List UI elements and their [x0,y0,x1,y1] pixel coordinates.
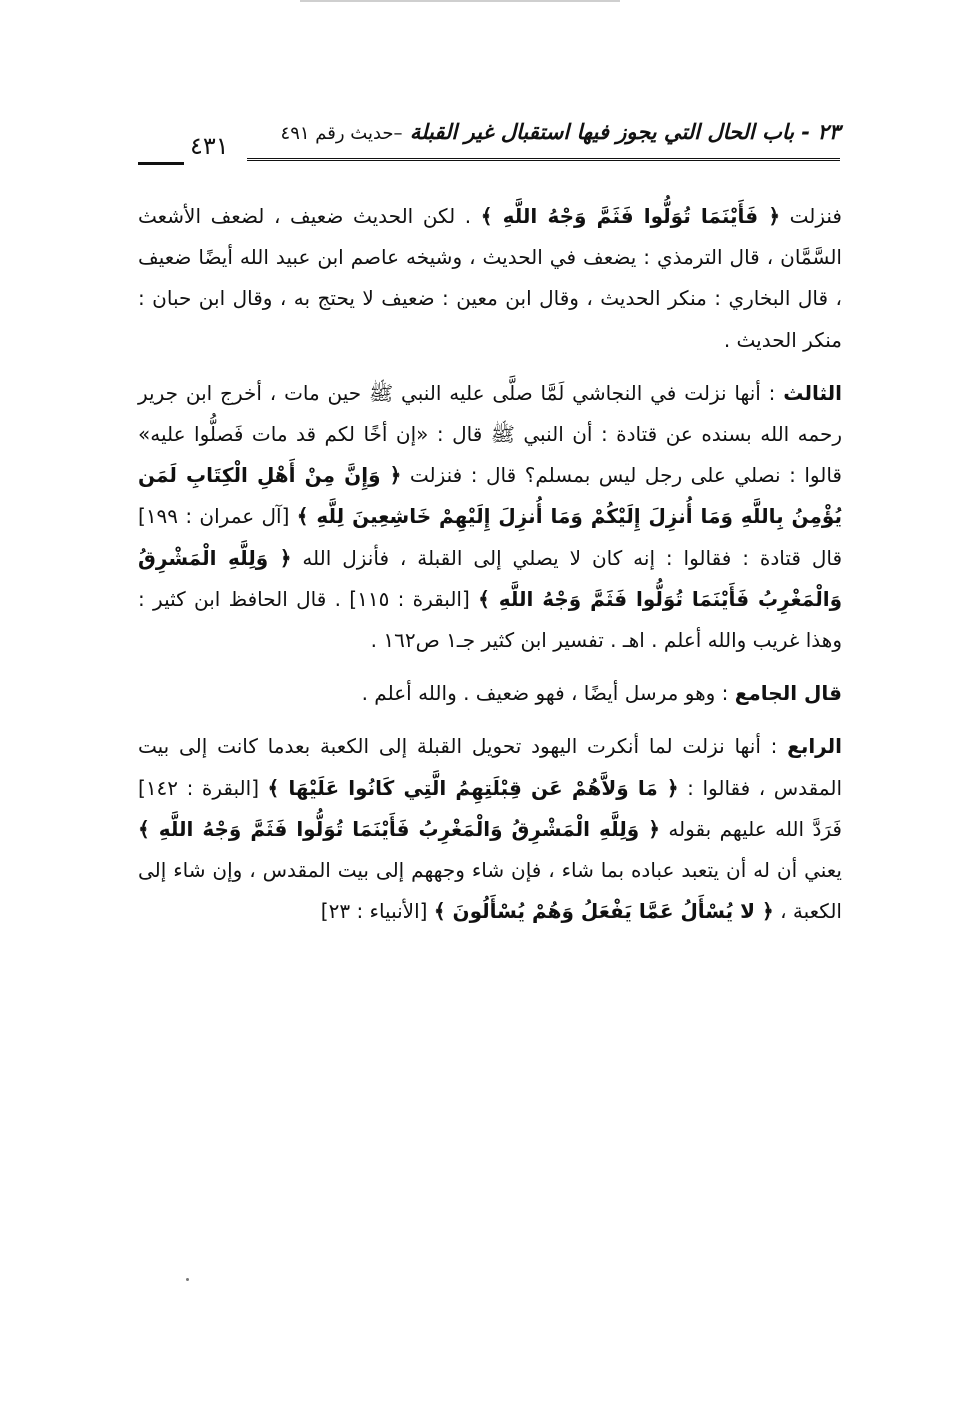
paragraph-lead: الثالث [783,380,842,405]
running-header [138,120,840,172]
quran-verse: ﴿ وَلِلَّهِ الْمَشْرِقُ وَالْمَغْرِبُ فَأَيْنَمَا تُوَلُّوا فَثَمَّ وَجْهُ اللَّهِ ﴾ [138,816,660,841]
chapter-title [281,120,840,144]
page-number: ٤٣١ [190,132,229,160]
paragraph-2 [138,373,842,661]
header-double-rule [247,158,840,161]
quran-verse: ﴿ وَإِنَّ مِنْ أَهْلِ الْكِتَابِ لَمَن يُؤْمِنُ بِاللَّهِ وَمَا أُنزِلَ إِلَيْكُمْ وَمَا أُنزِلَ إِلَيْهِمْ خَاشِعِينَ لِلَّهِ ﴾ [138,463,842,529]
hadith-reference: –حديث رقم ٤٩١ [280,123,403,144]
text-segment: [آل عمران : ١٩٩] قال قتادة : فقالوا : إنه كان لا يصلي إلى القبلة ، فأنزل الله [138,504,843,570]
text-segment: : أنها نزلت لما أنكرت اليهود تحويل القبلة إلى الكعبة بعدما كانت إلى بيت المقدس ، فقالوا : [138,734,842,800]
chapter-title-text: ٢٣ - باب الحال التي يجوز فيها استقبال غير القبلة [409,120,840,144]
text-segment: يعني أن له أن يتعبد عباده بما شاء ، فإن شاء وجههم إلى بيت المقدس ، وإن شاء إلى الكعبة ، [138,858,842,924]
text-segment: فنزلت [780,204,842,228]
paragraph-lead: قال الجامع [734,681,842,706]
quran-verse: ﴿ مَا وَلاَّهُمْ عَن قِبْلَتِهِمُ الَّتِي كَانُوا عَلَيْهَا ﴾ [267,775,679,800]
page-number-rule [138,162,184,165]
quran-verse: ﴿ لا يُسْأَلُ عَمَّا يَفْعَلُ وَهُمْ يُسْأَلُونَ ﴾ [433,899,774,924]
quran-verse: ﴿ وَلِلَّهِ الْمَشْرِقُ وَالْمَغْرِبُ فَأَيْنَمَا تُوَلُّوا فَثَمَّ وَجْهُ اللَّهِ ﴾ [138,545,842,611]
paragraph-3 [138,673,842,714]
page-body [138,196,842,932]
paragraph-1 [138,196,842,361]
margin-speck [186,1278,189,1281]
text-segment: [الأنبياء : ٢٣] [320,899,434,924]
quran-verse: ﴿ فَأَيْنَمَا تُوَلُّوا فَثَمَّ وَجْهُ اللَّهِ ﴾ [480,204,781,228]
text-segment: : وهو مرسل أيضًا ، فهو ضعيف . والله أعلم . [361,681,735,706]
paragraph-lead: الرابع [787,734,842,759]
text-segment: . لكن الحديث ضعيف ، لضعف الأشعث السَّمَّان ، قال الترمذي : يضعف في الحديث ، وشيخه عاصم ابن عبيد الله أيضًا ضعيف ، قال البخاري : منكر الحديث ، وقال ابن معين : ضعيف لا يحتج به ، وقال ابن حبان : منكر الحديث . [138,204,842,352]
paragraph-4 [138,726,842,932]
top-edge-rule [300,0,620,2]
text-segment: [البقرة : ١٤٢] فَرَدَّ الله عليهم بقوله [138,775,842,841]
text-segment: : أنها نزلت في النجاشي لَمَّا صلَّى عليه النبي ﷺ حين مات ، أخرج ابن جرير رحمه الله بسنده عن قتادة : أن النبي ﷺ قال : «إن أخًا لكم قد مات فَصلُّوا عليه» قالوا : نصلي على رجل ليس بمسلم؟ قال : فنزلت [138,380,842,488]
text-segment: [البقرة : ١١٥] . قال الحافظ ابن كثير : وهذا غريب والله أعلم . اهـ . تفسير ابن كثير جـ١ ص١٦٢ . [138,586,842,653]
